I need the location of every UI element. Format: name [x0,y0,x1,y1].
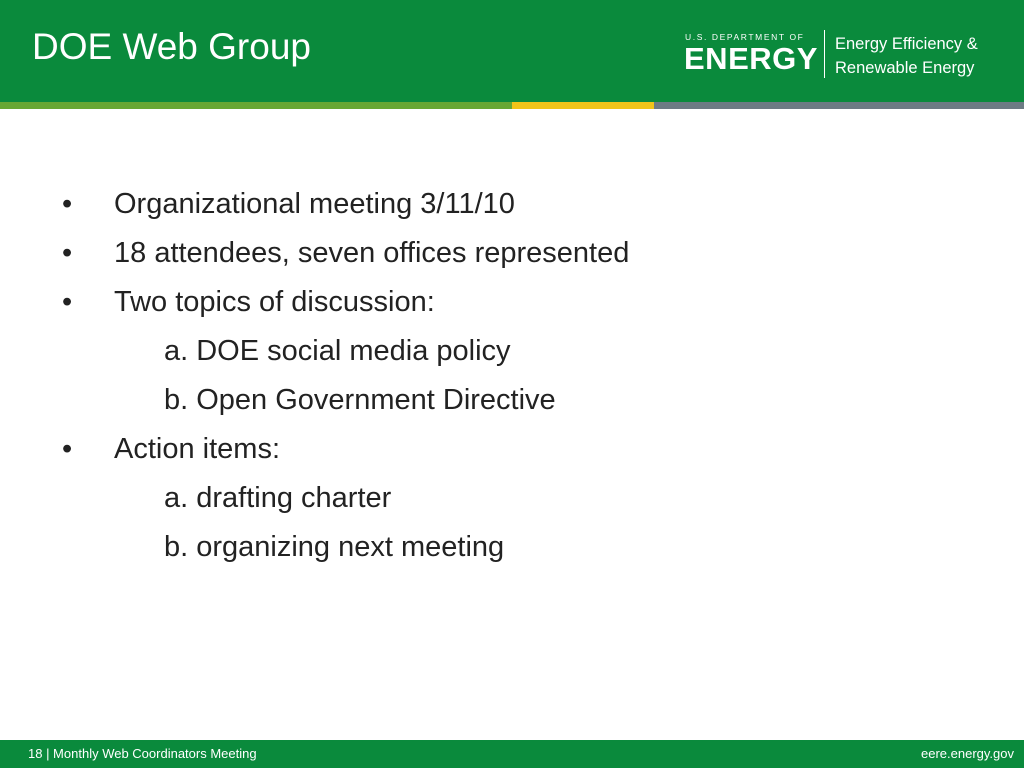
bullet-marker: • [62,188,73,220]
bullet-item [0,180,1024,229]
accent-stripe-yellow [512,102,654,109]
slide-footer [0,740,1024,768]
slide-header [0,0,1024,102]
bullet-marker: • [62,286,73,318]
bullet-text: Organizational meeting 3/11/10 [114,188,515,220]
bullet-marker: • [62,433,73,465]
bullet-text: Action items: [114,433,280,465]
logo-energy-wordmark: ENERGY [684,41,818,76]
sub-item [0,523,1024,572]
sub-item-text: a. drafting charter [164,482,392,514]
footer-website: eere.energy.gov [921,746,1014,761]
bullet-item [0,278,1024,327]
accent-stripe-gray [654,102,1024,109]
logo-office-line-2: Renewable Energy [835,59,975,77]
bullet-item [0,425,1024,474]
accent-stripe-green [0,102,512,109]
sub-item-text: a. DOE social media policy [164,335,511,367]
logo-department-text: U.S. DEPARTMENT OF [685,32,805,42]
slide-title: DOE Web Group [32,26,311,67]
sub-item-text: b. organizing next meeting [164,531,505,563]
bullet-text: Two topics of discussion: [114,286,435,318]
sub-item [0,474,1024,523]
bullet-marker: • [62,237,73,269]
bullet-text: 18 attendees, seven offices represented [114,237,630,269]
bullet-item [0,229,1024,278]
logo-office-name [835,32,978,80]
logo-office-line-1: Energy Efficiency & [835,35,978,53]
doe-eere-logo [684,30,1004,80]
footer-page-info: 18 | Monthly Web Coordinators Meeting [28,746,257,761]
sub-item [0,327,1024,376]
sub-item [0,376,1024,425]
sub-item-text: b. Open Government Directive [164,384,556,416]
slide-body [0,180,1024,572]
logo-divider [824,30,825,78]
